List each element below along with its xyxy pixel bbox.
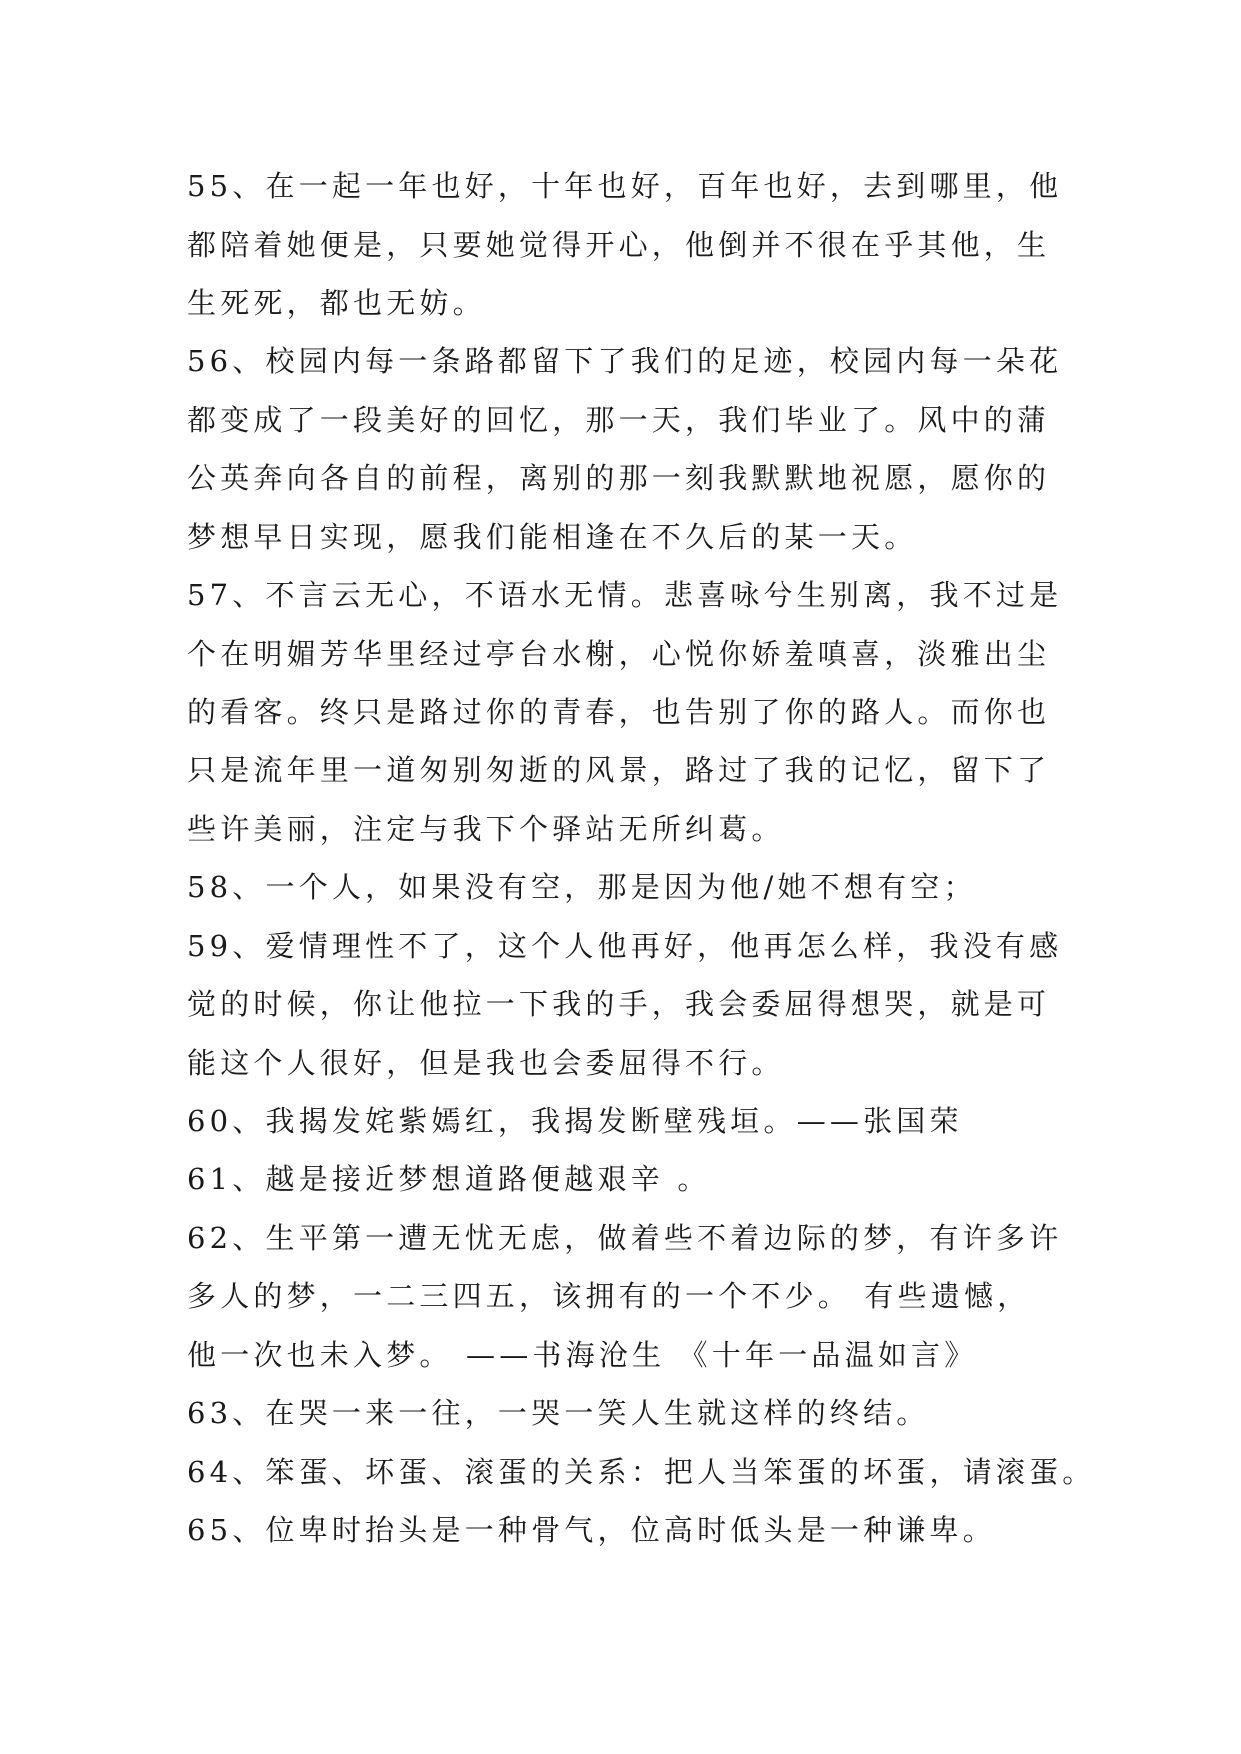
text-line: 58、一个人，如果没有空，那是因为他/她不想有空； <box>187 870 977 904</box>
text-line: 公英奔向各自的前程，离别的那一刻我默默地祝愿，愿你的 <box>187 461 1051 495</box>
text-line: 能这个人很好，但是我也会委屈得不行。 <box>187 1046 785 1080</box>
text-line: 60、我揭发姹紫嫣红，我揭发断壁残垣。——张国荣 <box>187 1104 963 1138</box>
text-line: 梦想早日实现，愿我们能相逢在不久后的某一天。 <box>187 520 918 554</box>
text-line: 64、笨蛋、坏蛋、滚蛋的关系：把人当笨蛋的坏蛋，请滚蛋。 <box>187 1455 1096 1489</box>
text-line: 62、生平第一遭无忧无虑，做着些不着边际的梦，有许多许 <box>187 1221 1063 1255</box>
text-line: 些许美丽，注定与我下个驿站无所纠葛。 <box>187 812 785 846</box>
text-line: 61、越是接近梦想道路便越艰辛 。 <box>187 1162 711 1196</box>
text-line: 63、在哭一来一往，一哭一笑人生就这样的终结。 <box>187 1396 930 1430</box>
text-line: 59、爱情理性不了，这个人他再好，他再怎么样，我没有感 <box>187 929 1063 963</box>
text-line: 56、校园内每一条路都留下了我们的足迹，校园内每一朵花 <box>187 344 1063 378</box>
text-line: 的看客。终只是路过你的青春，也告别了你的路人。而你也 <box>187 695 1051 729</box>
text-line: 都变成了一段美好的回忆，那一天，我们毕业了。风中的蒲 <box>187 403 1051 437</box>
text-line: 65、位卑时抬头是一种骨气，位高时低头是一种谦卑。 <box>187 1513 996 1547</box>
text-line: 觉的时候，你让他拉一下我的手，我会委屈得想哭，就是可 <box>187 987 1051 1021</box>
text-line: 都陪着她便是，只要她觉得开心，他倒并不很在乎其他，生 <box>187 228 1051 262</box>
text-line: 只是流年里一道匆别匆逝的风景，路过了我的记忆，留下了 <box>187 753 1051 787</box>
text-line: 生死死，都也无妨。 <box>187 286 486 320</box>
text-line: 多人的梦，一二三四五，该拥有的一个不少。 有些遗憾， <box>187 1279 1031 1313</box>
text-line: 个在明媚芳华里经过亭台水榭，心悦你娇羞嗔喜，淡雅出尘 <box>187 637 1051 671</box>
text-line: 他一次也未入梦。 ——书海沧生 《十年一品温如言》 <box>187 1338 978 1372</box>
text-line: 55、在一起一年也好，十年也好，百年也好，去到哪里，他 <box>187 169 1063 203</box>
text-line: 57、不言云无心，不语水无情。悲喜咏兮生别离，我不过是 <box>187 578 1063 612</box>
